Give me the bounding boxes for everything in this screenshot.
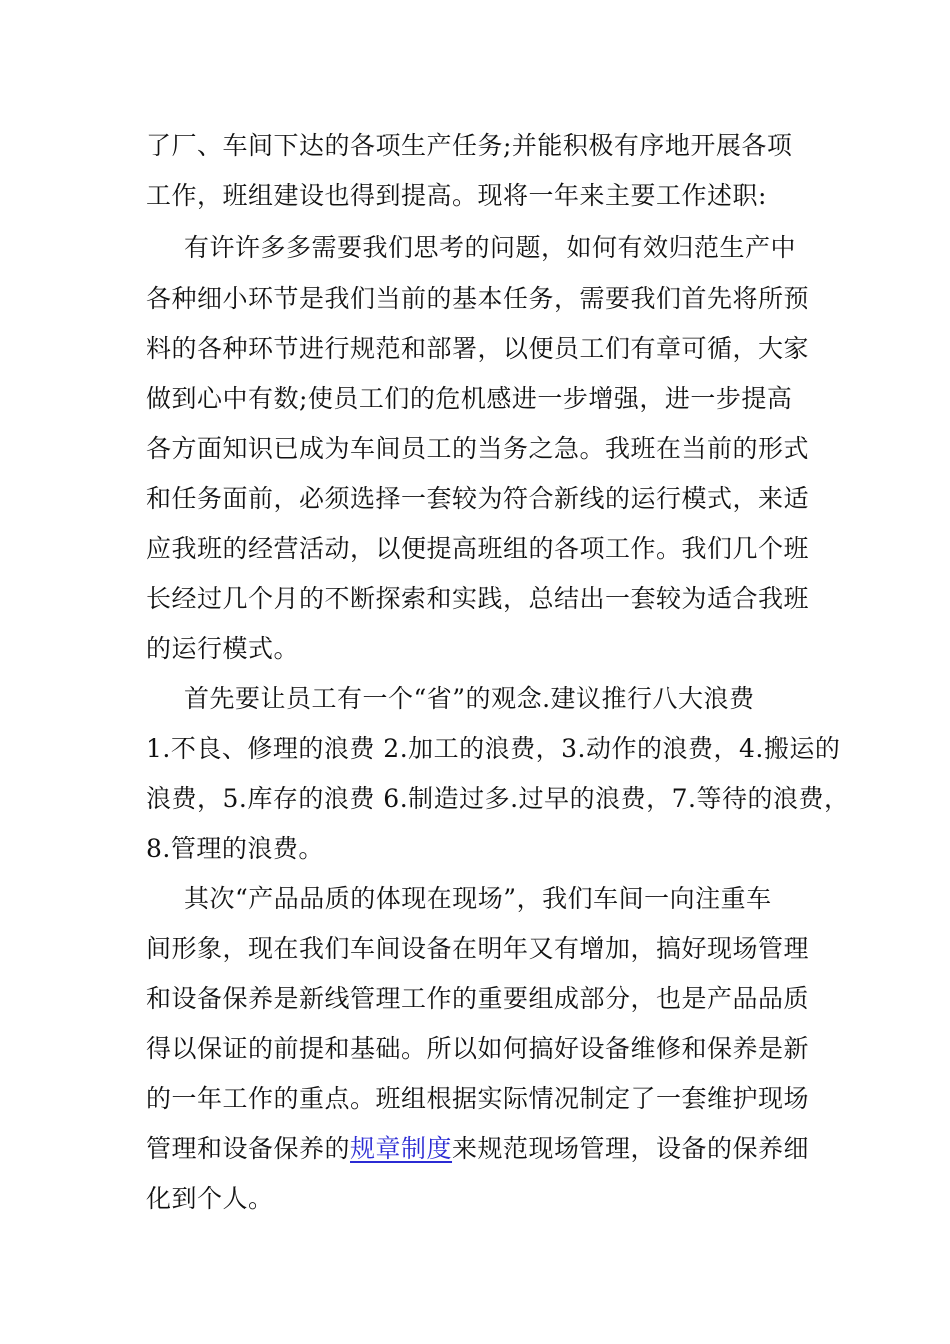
text-line: 的运行模式。	[146, 634, 300, 663]
text-line: 工作，班组建设也得到提高。现将一年来主要工作述职:	[146, 181, 767, 210]
text-line: 8.管理的浪费。	[146, 834, 324, 863]
text-line: 化到个人。	[146, 1184, 274, 1213]
text-line: 和设备保养是新线管理工作的重要组成部分，也是产品品质	[146, 984, 810, 1013]
text-segment: 来规范现场管理，设备的保养细	[452, 1134, 810, 1163]
text-line: 间形象，现在我们车间设备在明年又有增加，搞好现场管理	[146, 934, 810, 963]
text-segment: 管理和设备保养的	[146, 1134, 351, 1163]
text-line: 有许许多多需要我们思考的问题，如何有效归范生产中	[184, 233, 797, 262]
text-line: 各方面知识已成为车间员工的当务之急。我班在当前的形式	[146, 434, 810, 463]
text-line: 得以保证的前提和基础。所以如何搞好设备维修和保养是新	[146, 1034, 810, 1063]
text-line: 了厂、车间下达的各项生产任务;并能积极有序地开展各项	[146, 131, 793, 160]
text-line: 浪费，5.库存的浪费 6.制造过多.过早的浪费，7.等待的浪费，	[146, 784, 850, 813]
text-line: 其次“产品品质的体现在现场”，我们车间一向注重车	[184, 884, 772, 913]
text-line-with-link	[146, 1132, 809, 1166]
text-line: 首先要让员工有一个“省”的观念.建议推行八大浪费	[184, 684, 755, 713]
text-line: 1.不良、修理的浪费 2.加工的浪费，3.动作的浪费，4.搬运的	[146, 734, 841, 763]
text-line: 料的各种环节进行规范和部署，以便员工们有章可循，大家	[146, 334, 810, 363]
regulations-link[interactable]: 规章制度	[350, 1134, 453, 1163]
text-line: 的一年工作的重点。班组根据实际情况制定了一套维护现场	[146, 1084, 810, 1113]
text-line: 各种细小环节是我们当前的基本任务，需要我们首先将所预	[146, 284, 810, 313]
text-line: 做到心中有数;使员工们的危机感进一步增强，进一步提高	[146, 384, 793, 413]
text-line: 应我班的经营活动，以便提高班组的各项工作。我们几个班	[146, 534, 810, 563]
text-line: 长经过几个月的不断探索和实践，总结出一套较为适合我班	[146, 584, 810, 613]
text-line: 和任务面前，必须选择一套较为符合新线的运行模式，来适	[146, 484, 810, 513]
